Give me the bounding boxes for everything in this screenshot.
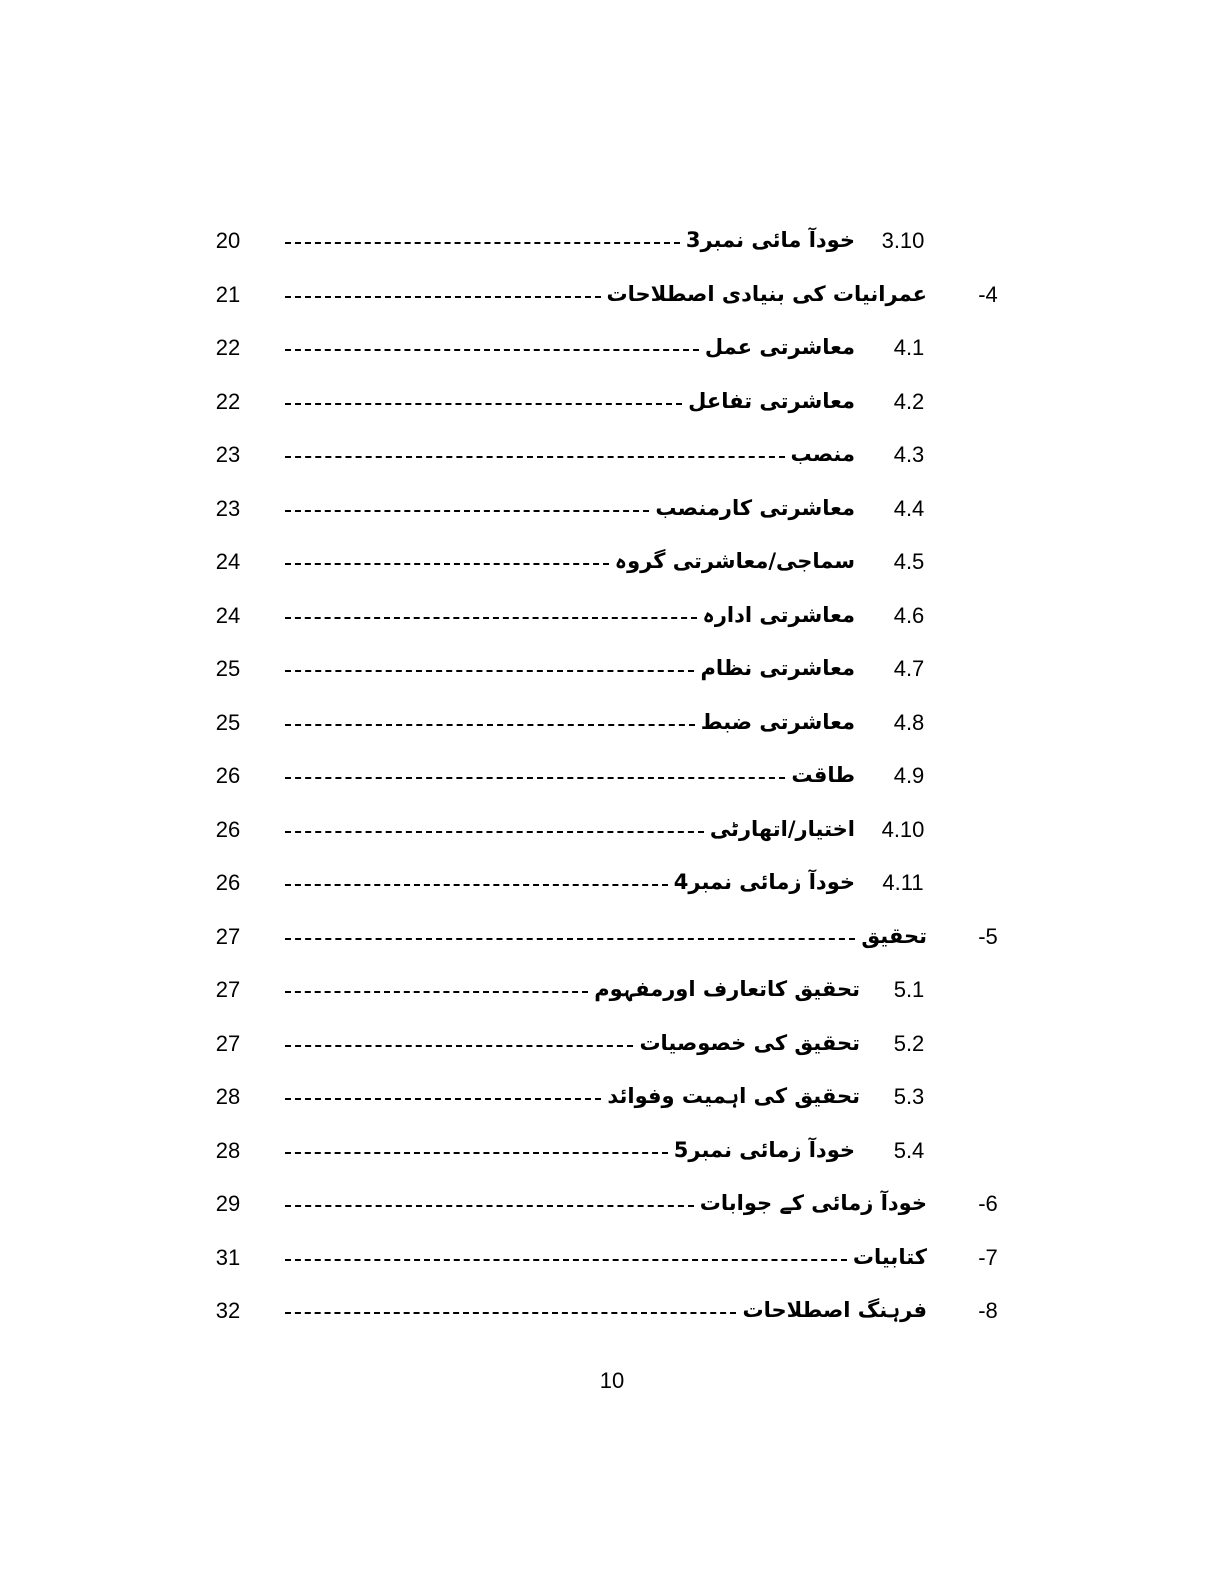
toc-row	[0, 379, 1224, 433]
toc-row	[0, 593, 1224, 647]
toc-page-number: 22	[215, 335, 241, 360]
toc-subsection-number: 4.8	[893, 709, 925, 735]
dotted-leader	[285, 456, 785, 458]
toc-row	[0, 539, 1224, 593]
toc-subsection-number: 4.3	[893, 442, 925, 467]
toc-page-number: 32	[215, 1298, 241, 1323]
toc-title: خودآ زمائی نمبر4	[673, 870, 855, 894]
dotted-leader	[285, 777, 785, 779]
toc-subsection-number: 5.1	[893, 977, 925, 1002]
dotted-leader	[285, 884, 668, 886]
dotted-leader	[285, 617, 697, 619]
toc-row	[0, 432, 1224, 486]
toc-subsection-number: 3.10	[881, 228, 925, 253]
toc-entry	[285, 1074, 860, 1118]
toc-title: تحقیق	[861, 923, 927, 948]
toc-entry	[285, 593, 855, 637]
toc-subsection-number: 4.4	[893, 495, 925, 521]
toc-title: معاشرتی کارمنصب	[655, 495, 855, 520]
toc-title: فرہنگ اصطلاحات	[742, 1298, 927, 1322]
toc-row	[0, 1074, 1224, 1128]
dotted-leader	[285, 296, 601, 298]
page-number: 10	[599, 1368, 625, 1393]
toc-title: معاشرتی تفاعل	[688, 388, 855, 413]
toc-title: سماجی/معاشرتی گروہ	[614, 549, 855, 573]
toc-title: عمرانیات کی بنیادی اصطلاحات	[606, 281, 927, 306]
toc-title: طاقت	[791, 763, 855, 787]
toc-entry	[285, 753, 855, 797]
toc-row	[0, 272, 1224, 326]
toc-subsection-number: 5.3	[893, 1084, 925, 1109]
toc-page-number: 20	[215, 228, 241, 253]
toc-page-number: 23	[215, 495, 241, 521]
dotted-leader	[285, 1205, 694, 1207]
toc-entry	[285, 967, 860, 1011]
toc-row	[0, 646, 1224, 700]
toc-subsection-number: 4.6	[893, 602, 925, 628]
toc-row	[0, 914, 1224, 968]
dotted-leader	[285, 670, 694, 672]
toc-entry	[285, 325, 855, 369]
toc-page-number: 21	[215, 281, 241, 307]
toc-page-number: 31	[215, 1244, 241, 1270]
toc-entry	[285, 914, 927, 958]
toc-entry	[285, 700, 855, 744]
toc-title: معاشرتی ادارہ	[702, 602, 855, 627]
toc-entry	[285, 486, 855, 530]
dotted-leader	[285, 1259, 847, 1261]
toc-page-number: 26	[215, 763, 241, 788]
toc-row	[0, 325, 1224, 379]
toc-subsection-number: 4.1	[893, 335, 925, 360]
toc-page-number: 26	[215, 870, 241, 895]
toc-entry	[285, 539, 855, 583]
toc-title: تحقیق کاتعارف اورمفہوم	[594, 977, 860, 1001]
toc-section-number: -8	[978, 1298, 998, 1323]
toc-title: کتابیات	[852, 1244, 927, 1269]
toc-title: تحقیق کی اہمیت وفوائد	[607, 1084, 860, 1108]
toc-row	[0, 486, 1224, 540]
toc-row	[0, 700, 1224, 754]
toc-row	[0, 1235, 1224, 1289]
toc-entry	[285, 1021, 860, 1065]
dotted-leader	[285, 403, 682, 405]
toc-title: خودآ زمائی نمبر5	[673, 1137, 855, 1162]
dotted-leader	[285, 1312, 736, 1314]
toc-entry	[285, 1181, 927, 1225]
dotted-leader	[285, 242, 680, 244]
toc-entry	[285, 1128, 855, 1172]
toc-entry	[285, 646, 855, 690]
toc-entry	[285, 1235, 927, 1279]
toc-row	[0, 218, 1224, 272]
toc-row	[0, 1021, 1224, 1075]
toc-page-number: 27	[215, 923, 241, 949]
toc-title: اختیار/اتھارٹی	[709, 816, 855, 841]
toc-page-number: 27	[215, 977, 241, 1002]
toc-page-number: 28	[215, 1084, 241, 1109]
toc-title: تحقیق کی خصوصیات	[639, 1030, 860, 1055]
toc-page-number: 23	[215, 442, 241, 467]
toc-page-number: 28	[215, 1137, 241, 1163]
dotted-leader	[285, 724, 695, 726]
toc-title: منصب	[790, 442, 855, 466]
toc-row	[0, 1288, 1224, 1342]
toc-page-number: 24	[215, 602, 241, 628]
toc-entry	[285, 807, 855, 851]
dotted-leader	[285, 1045, 633, 1047]
dotted-leader	[285, 938, 855, 940]
table-of-contents	[0, 218, 1224, 1342]
dotted-leader	[285, 349, 699, 351]
toc-entry	[285, 1288, 927, 1332]
dotted-leader	[285, 1098, 601, 1100]
dotted-leader	[285, 510, 649, 512]
toc-section-number: -5	[978, 923, 998, 949]
toc-page-number: 27	[215, 1030, 241, 1056]
toc-row	[0, 860, 1224, 914]
dotted-leader	[285, 563, 609, 565]
toc-entry	[285, 379, 855, 423]
toc-page-number: 29	[215, 1191, 241, 1216]
toc-page-number: 25	[215, 709, 241, 735]
toc-entry	[285, 860, 855, 904]
toc-subsection-number: 4.9	[893, 763, 925, 788]
toc-row	[0, 807, 1224, 861]
toc-section-number: -6	[978, 1191, 998, 1216]
toc-title: معاشرتی عمل	[704, 335, 855, 359]
toc-title: معاشرتی نظام	[700, 656, 855, 680]
toc-subsection-number: 4.11	[882, 870, 924, 895]
toc-subsection-number: 4.5	[893, 549, 925, 574]
toc-page-number: 24	[215, 549, 241, 574]
toc-subsection-number: 4.2	[893, 388, 925, 414]
toc-title: خودآ زمائی کے جوابات	[699, 1191, 927, 1215]
toc-title: خودآ مائی نمبر3	[685, 228, 855, 252]
toc-row	[0, 1181, 1224, 1235]
toc-subsection-number: 4.10	[881, 816, 925, 842]
toc-title: معاشرتی ضبط	[700, 709, 855, 734]
toc-page-number: 22	[215, 388, 241, 414]
toc-page-number: 26	[215, 816, 241, 842]
toc-subsection-number: 4.7	[893, 656, 925, 681]
toc-section-number: -7	[978, 1244, 998, 1270]
toc-entry	[285, 272, 927, 316]
dotted-leader	[285, 991, 588, 993]
toc-row	[0, 967, 1224, 1021]
toc-row	[0, 753, 1224, 807]
dotted-leader	[285, 831, 704, 833]
toc-entry	[285, 218, 855, 262]
toc-page-number: 25	[215, 656, 241, 681]
toc-entry	[285, 432, 855, 476]
toc-subsection-number: 5.4	[893, 1137, 925, 1163]
toc-subsection-number: 5.2	[893, 1030, 925, 1056]
toc-section-number: -4	[978, 281, 998, 307]
toc-row	[0, 1128, 1224, 1182]
dotted-leader	[285, 1152, 668, 1154]
